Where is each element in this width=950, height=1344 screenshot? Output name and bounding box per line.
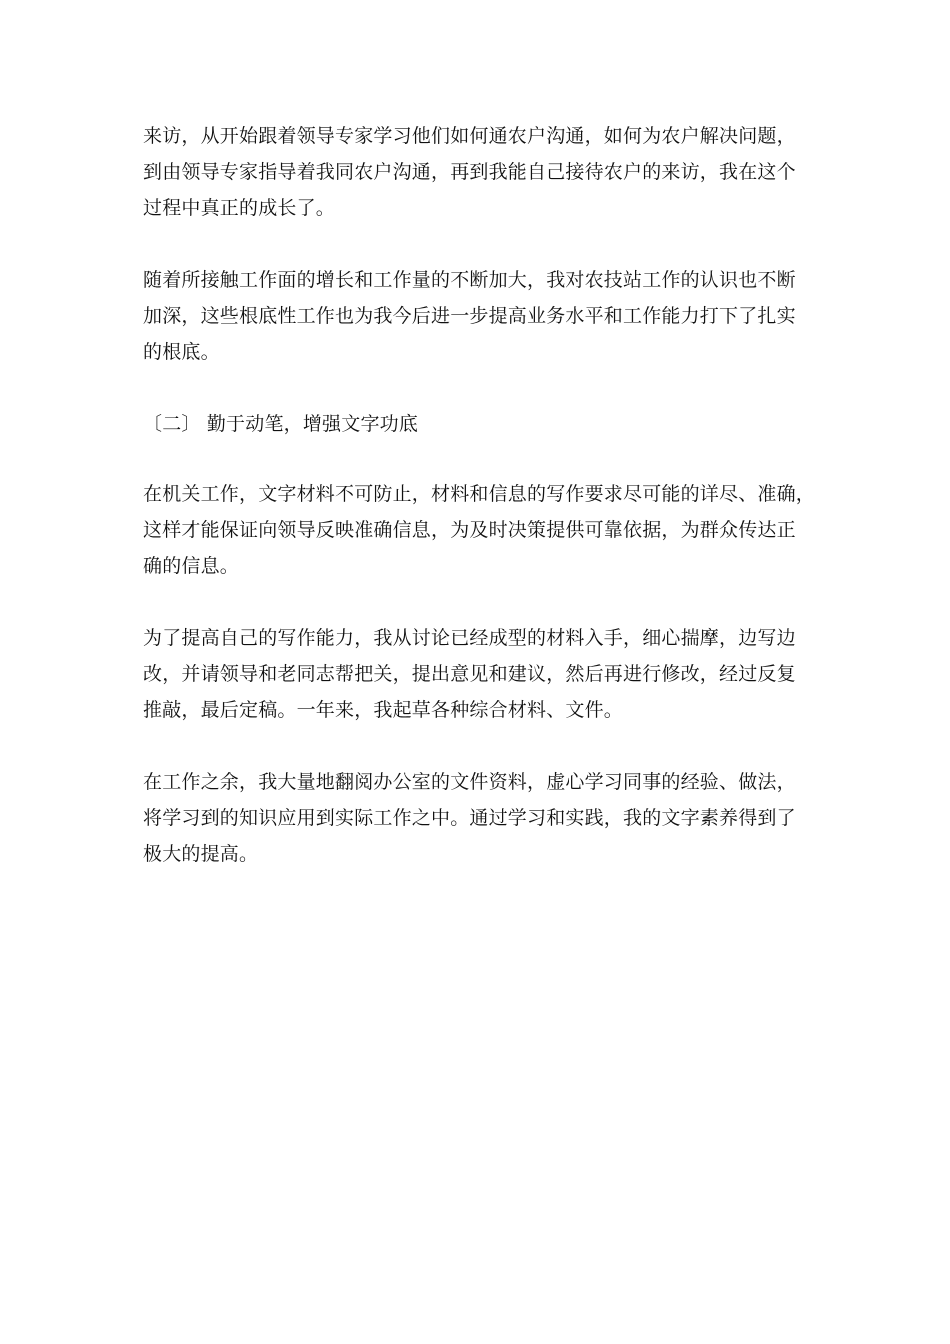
section-heading-text: 〔二〕 勤于动笔，增强文字功底 (143, 413, 419, 435)
text-line: 到由领导专家指导着我同农户沟通，再到我能自己接待农户的来访，我在这个 (143, 161, 796, 183)
text-line: 在工作之余，我大量地翻阅办公室的文件资料，虚心学习同事的经验、做法， (143, 771, 796, 793)
text-line: 将学习到的知识应用到实际工作之中。通过学习和实践，我的文字素养得到了 (143, 807, 796, 829)
text-line: 极大的提高。 (143, 843, 259, 865)
text-line: 过程中真正的成长了。 (143, 197, 336, 219)
text-line: 的根底。 (143, 341, 220, 363)
text-line: 为了提高自己的写作能力，我从讨论已经成型的材料入手，细心揣摩，边写边 (143, 627, 796, 649)
paragraph-writing-improvement (143, 620, 843, 728)
paragraph-work-understanding (143, 262, 843, 370)
text-line: 随着所接触工作面的增长和工作量的不断加大，我对农技站工作的认识也不断 (143, 269, 796, 291)
text-line: 推敲，最后定稿。一年来，我起草各种综合材料、文件。 (143, 699, 624, 721)
text-line: 改，并请领导和老同志帮把关，提出意见和建议，然后再进行修改，经过反复 (143, 663, 796, 685)
text-line: 这样才能保证向领导反映准确信息，为及时决策提供可靠依据，为群众传达正 (143, 519, 796, 541)
section-heading (143, 406, 843, 442)
paragraph-writing-requirements (143, 476, 843, 584)
text-line: 确的信息。 (143, 555, 240, 577)
text-line: 在机关工作，文字材料不可防止，材料和信息的写作要求尽可能的详尽、准确， (143, 483, 816, 505)
text-line: 来访，从开始跟着领导专家学习他们如何通农户沟通，如何为农户解决问题， (143, 125, 796, 147)
text-line: 加深，这些根底性工作也为我今后进一步提高业务水平和工作能力打下了扎实 (143, 305, 796, 327)
paragraph-self-study (143, 764, 843, 872)
paragraph-farmer-visits (143, 118, 843, 226)
